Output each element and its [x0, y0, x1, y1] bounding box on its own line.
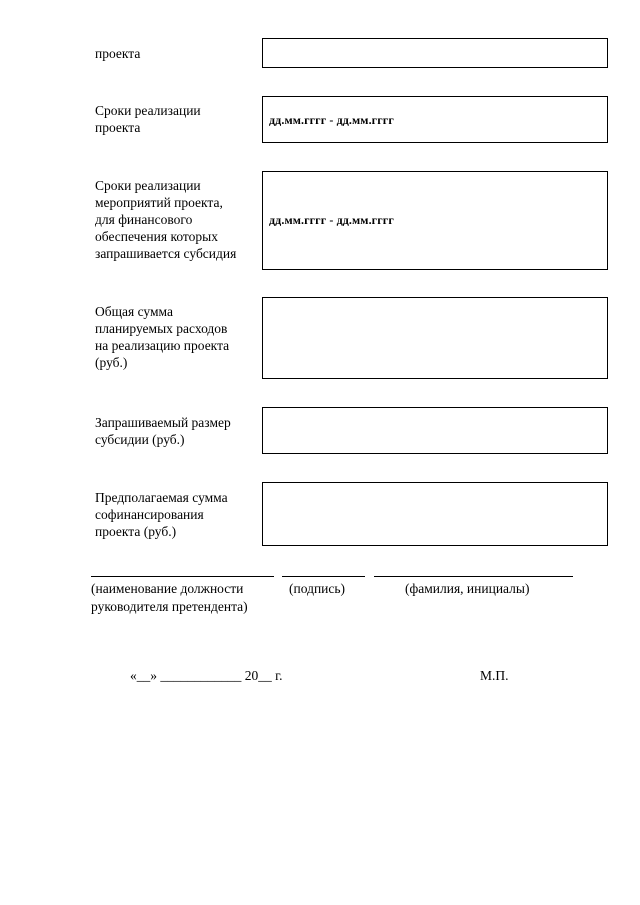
signature-caption: (подпись) — [289, 581, 346, 596]
activities-period-value: дд.мм.гггг - дд.мм.гггг — [269, 213, 394, 227]
date-field[interactable]: «__» ____________ 20__ г. — [130, 668, 283, 683]
project-period-value: дд.мм.гггг - дд.мм.гггг — [269, 113, 394, 127]
project-period-field[interactable] — [262, 96, 608, 143]
name-caption: (фамилия, инициалы) — [405, 581, 530, 596]
stamp-label: М.П. — [480, 668, 509, 683]
row-label-subsidy-amount: Запрашиваемый размер субсидии (руб.) — [95, 415, 231, 447]
row-label-activities-period: Сроки реализации мероприятий проекта, для финансового обеспечения которых запрашивается субсидия — [95, 178, 237, 261]
subsidy-amount-field[interactable] — [262, 407, 608, 454]
project-name-field[interactable] — [262, 38, 608, 68]
signature-line[interactable] — [282, 576, 365, 577]
row-label-project-name: проекта — [95, 46, 141, 61]
cofinancing-field[interactable] — [262, 482, 608, 546]
position-caption: (наименование должности руководителя претендента) — [91, 581, 248, 614]
row-label-total-expenses: Общая сумма планируемых расходов на реализацию проекта (руб.) — [95, 304, 230, 370]
activities-period-field[interactable] — [262, 171, 608, 270]
row-label-cofinancing: Предполагаемая сумма софинансирования проекта (руб.) — [95, 490, 228, 539]
total-expenses-field[interactable] — [262, 297, 608, 379]
name-signature-line[interactable] — [374, 576, 573, 577]
position-signature-line[interactable] — [91, 576, 274, 577]
row-label-project-period: Сроки реализации проекта — [95, 103, 201, 135]
